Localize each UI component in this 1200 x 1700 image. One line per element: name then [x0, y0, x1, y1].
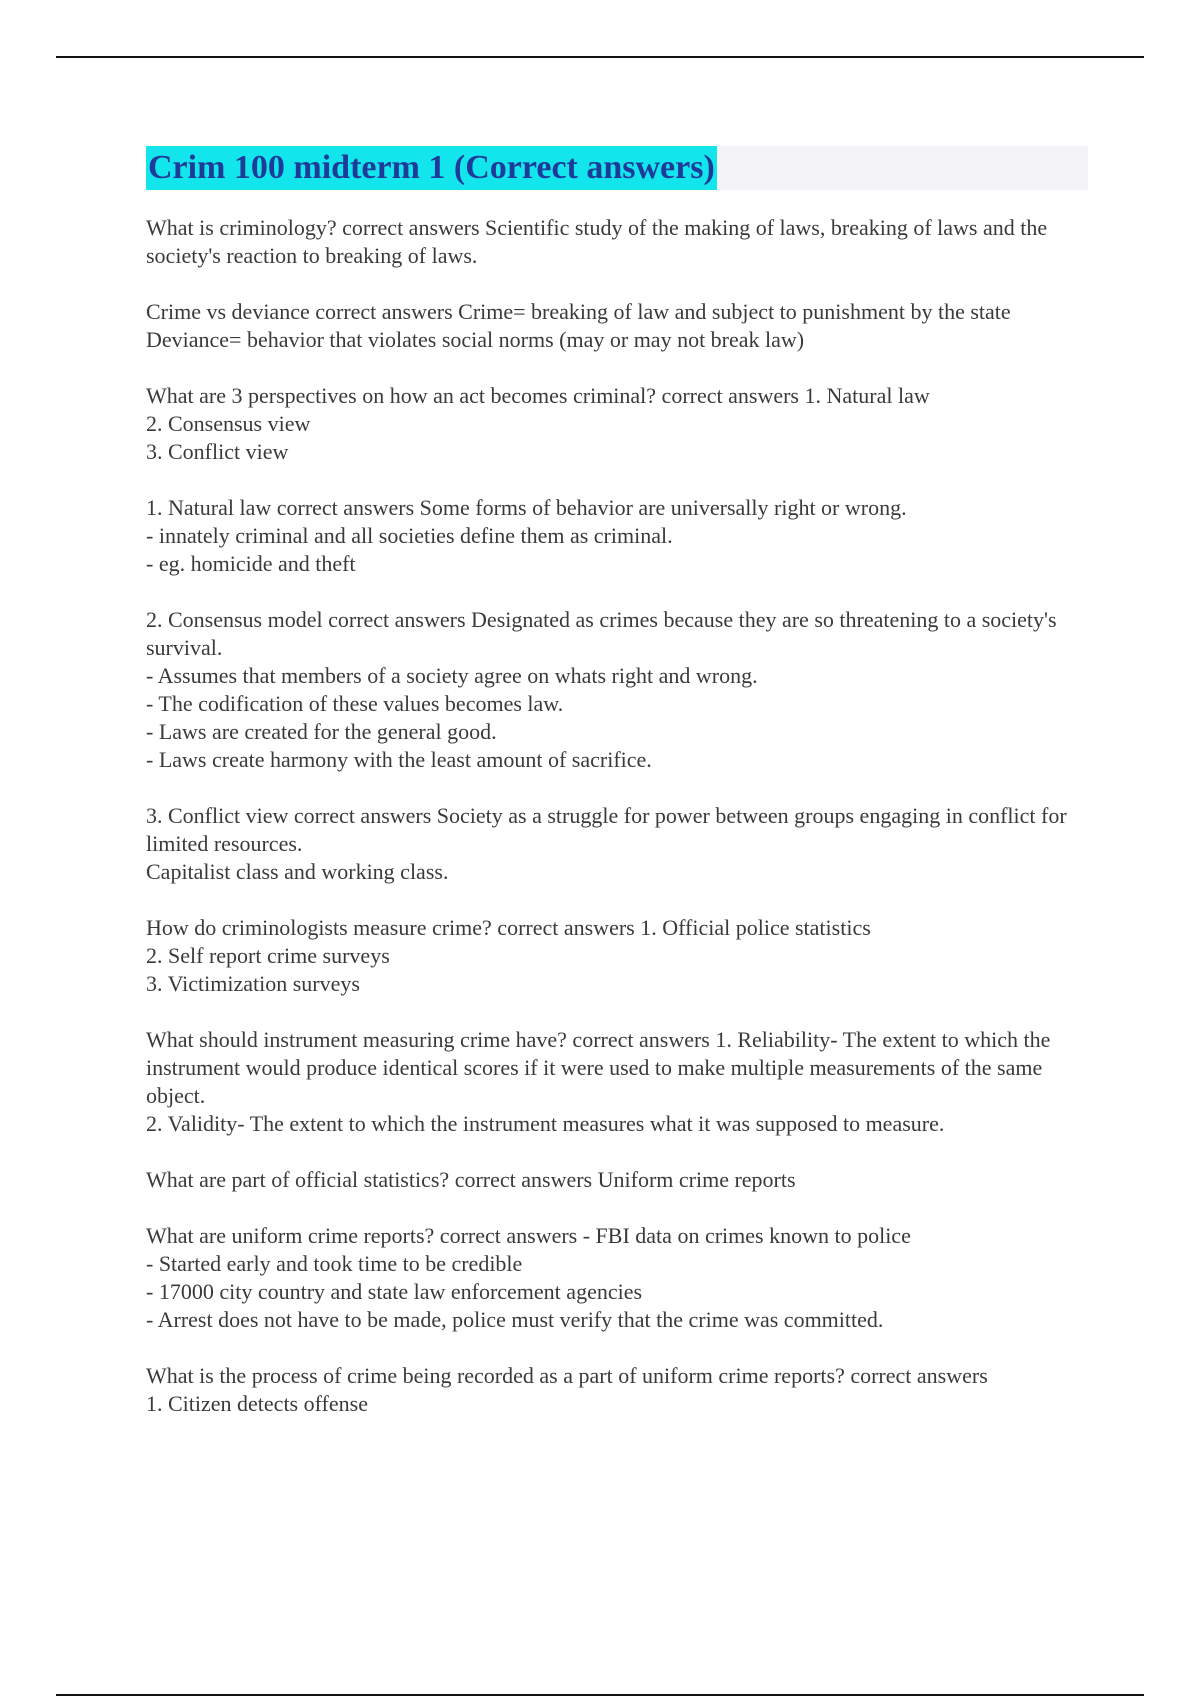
qa-line: How do criminologists measure crime? correct answers 1. Official police statistics: [146, 915, 871, 940]
qa-item: [146, 214, 1096, 270]
qa-line: What should instrument measuring crime have? correct answers 1. Reliability- The extent to which the instrument would produce identical scores if it were used to make multiple measurements of the same object.: [146, 1027, 1056, 1108]
qa-line: 1. Natural law correct answers Some forms of behavior are universally right or wrong.: [146, 495, 907, 520]
qa-item: [146, 1362, 1096, 1418]
qa-item: [146, 606, 1096, 774]
footer-rule: [56, 1694, 1144, 1696]
qa-item: [146, 298, 1096, 354]
qa-line: What is criminology? correct answers Scientific study of the making of laws, breaking of laws and the society's reaction to breaking of laws.: [146, 215, 1053, 268]
qa-line: 1. Citizen detects offense: [146, 1391, 368, 1416]
qa-line: 3. Conflict view: [146, 439, 289, 464]
qa-line: 2. Consensus model correct answers Designated as crimes because they are so threatening to a society's survival.: [146, 607, 1063, 660]
qa-line: 2. Validity- The extent to which the instrument measures what it was supposed to measure.: [146, 1111, 945, 1136]
qa-line: - Laws create harmony with the least amount of sacrifice.: [146, 747, 652, 772]
qa-item: [146, 1166, 1096, 1194]
qa-line: What are uniform crime reports? correct answers - FBI data on crimes known to police: [146, 1223, 911, 1248]
qa-line: - Laws are created for the general good.: [146, 719, 497, 744]
document-title: Crim 100 midterm 1 (Correct answers): [146, 146, 717, 190]
qa-item: [146, 802, 1096, 886]
qa-line: Capitalist class and working class.: [146, 859, 449, 884]
qa-line: What is the process of crime being recorded as a part of uniform crime reports? correct answers: [146, 1363, 988, 1388]
qa-item: [146, 494, 1096, 578]
qa-line: 3. Victimization surveys: [146, 971, 360, 996]
qa-line: - Assumes that members of a society agree on whats right and wrong.: [146, 663, 758, 688]
qa-line: - Arrest does not have to be made, police must verify that the crime was committed.: [146, 1307, 884, 1332]
qa-line: - 17000 city country and state law enforcement agencies: [146, 1279, 643, 1304]
qa-line: 2. Consensus view: [146, 411, 311, 436]
qa-item: [146, 382, 1096, 466]
document-body: [146, 214, 1096, 1446]
qa-line: Deviance= behavior that violates social norms (may or may not break law): [146, 327, 805, 352]
qa-line: What are part of official statistics? correct answers Uniform crime reports: [146, 1167, 796, 1192]
qa-line: 2. Self report crime surveys: [146, 943, 390, 968]
qa-item: [146, 1222, 1096, 1334]
qa-item: [146, 1026, 1096, 1138]
header-rule: [56, 56, 1144, 58]
qa-line: Crime vs deviance correct answers Crime= breaking of law and subject to punishment by the state: [146, 299, 1011, 324]
qa-line: - Started early and took time to be credible: [146, 1251, 523, 1276]
qa-line: - The codification of these values becomes law.: [146, 691, 564, 716]
qa-line: - eg. homicide and theft: [146, 551, 356, 576]
qa-item: [146, 914, 1096, 998]
qa-line: - innately criminal and all societies define them as criminal.: [146, 523, 673, 548]
qa-line: What are 3 perspectives on how an act becomes criminal? correct answers 1. Natural law: [146, 383, 930, 408]
qa-line: 3. Conflict view correct answers Society as a struggle for power between groups engaging in conflict for limited resources.: [146, 803, 1073, 856]
